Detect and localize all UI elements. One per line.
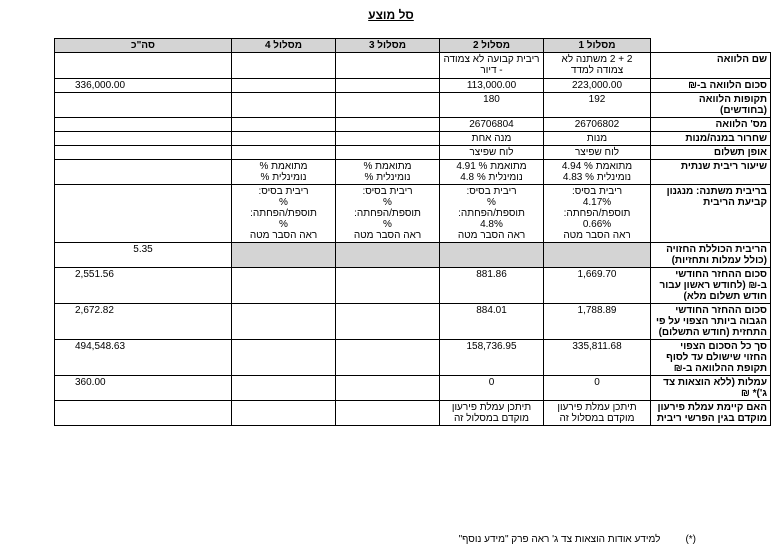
row-label-loan-name: שם הלוואה (651, 53, 771, 79)
row-label-total-repayment: סך כל הסכום הצפוי החזוי שישולם עד לסוף תקופת ההלוואה ב-₪ (651, 340, 771, 376)
table-header-row (55, 39, 771, 53)
table-row-annual-rate (55, 160, 771, 185)
loan-name-track-1: 2 + 2 משתנה לא צמודה למדד (544, 53, 651, 79)
total-rate-total: 5.35 (55, 243, 232, 268)
period-total (55, 93, 232, 118)
total-repayment-track-1: 335,811.68 (544, 340, 651, 376)
base-rate-label: ריבית בסיס: (466, 186, 517, 197)
table-row-release (55, 132, 771, 146)
row-label-fees: עמלות (ללא הוצאות צד ג')* ₪ (651, 376, 771, 401)
total-repayment-total: 494,548.63 (55, 340, 232, 376)
column-header-total: סה"כ (55, 39, 232, 53)
max-monthly-payment-total: 2,672.82 (55, 304, 232, 340)
variable-rate-track-4 (232, 185, 336, 243)
column-header-track-1: מסלול 1 (544, 39, 651, 53)
row-label-repayment-method: אופן תשלום (651, 146, 771, 160)
release-track-2: מנה אחת (440, 132, 544, 146)
repayment-method-track-1: לוח שפיצר (544, 146, 651, 160)
loan-name-track-3 (336, 53, 440, 79)
prepayment-fee-track-3 (336, 401, 440, 426)
footnote (459, 534, 696, 545)
margin-label: תוספת/הפחתה: (563, 208, 631, 219)
margin-value: % (279, 219, 288, 230)
table-row-max-monthly-payment (55, 304, 771, 340)
row-label-loan-number: מס' הלוואה (651, 118, 771, 132)
mortgage-offer-table (54, 38, 771, 426)
loan-number-total (55, 118, 232, 132)
margin-label: תוספת/הפחתה: (458, 208, 525, 219)
column-header-track-4: מסלול 4 (232, 39, 336, 53)
loan-amount-track-4 (232, 79, 336, 93)
nominal-rate: נומינלית % (364, 172, 411, 183)
row-label-variable-rate: בריבית משתנה: מנגנון קביעת הריבית (651, 185, 771, 243)
nominal-rate: נומינלית % 4.83 (562, 172, 632, 183)
variable-rate-track-2 (440, 185, 544, 243)
period-track-2: 180 (440, 93, 544, 118)
row-label-loan-amount: סכום הלוואה ב-₪ (651, 79, 771, 93)
table-row-total-rate (55, 243, 771, 268)
base-rate-label: ריבית בסיס: (362, 186, 413, 197)
table-row-fees (55, 376, 771, 401)
total-rate-track-1 (544, 243, 651, 268)
nominal-rate: נומינלית % 4.8 (460, 172, 523, 183)
loan-number-track-4 (232, 118, 336, 132)
page-title: סל מוצע (368, 8, 414, 22)
period-track-1: 192 (544, 93, 651, 118)
prepayment-fee-track-4 (232, 401, 336, 426)
base-rate-label: ריבית בסיס: (571, 186, 623, 197)
variable-rate-track-3 (336, 185, 440, 243)
release-track-4 (232, 132, 336, 146)
loan-amount-track-2: 113,000.00 (440, 79, 544, 93)
base-rate-value: % (487, 197, 496, 208)
table-row-loan-name (55, 53, 771, 79)
table-row-prepayment-fee (55, 401, 771, 426)
max-monthly-payment-track-2: 884.01 (440, 304, 544, 340)
monthly-payment-track-1: 1,669.70 (544, 268, 651, 304)
annual-rate-track-4 (232, 160, 336, 185)
annual-rate-track-3 (336, 160, 440, 185)
see-explanation: ראה הסבר מטה (249, 230, 318, 241)
annual-rate-total (55, 160, 232, 185)
table-row-variable-rate (55, 185, 771, 243)
header-corner (651, 39, 771, 53)
period-track-4 (232, 93, 336, 118)
adjusted-rate: מתואמת % 4.94 (561, 161, 633, 172)
total-rate-track-2 (440, 243, 544, 268)
loan-name-track-4 (232, 53, 336, 79)
column-header-track-2: מסלול 2 (440, 39, 544, 53)
margin-value: 4.8% (480, 219, 503, 230)
see-explanation: ראה הסבר מטה (457, 230, 526, 241)
monthly-payment-track-2: 881.86 (440, 268, 544, 304)
margin-value: 0.66% (582, 219, 612, 230)
variable-rate-track-1 (544, 185, 651, 243)
total-rate-track-3 (336, 243, 440, 268)
row-label-period: תקופות הלוואה (בחודשים) (651, 93, 771, 118)
prepayment-fee-total (55, 401, 232, 426)
monthly-payment-total: 2,551.56 (55, 268, 232, 304)
footnote-text: למידע אודות הוצאות צד ג' ראה פרק "מידע נוסף" (458, 534, 661, 545)
adjusted-rate: מתואמת % 4.91 (456, 161, 527, 172)
table-row-period (55, 93, 771, 118)
monthly-payment-track-4 (232, 268, 336, 304)
base-rate-value: % (383, 197, 392, 208)
variable-rate-total (55, 185, 232, 243)
table-row-loan-amount (55, 79, 771, 93)
loan-number-track-1: 26706802 (544, 118, 651, 132)
margin-label: תוספת/הפחתה: (250, 208, 317, 219)
table-row-total-repayment (55, 340, 771, 376)
prepayment-fee-track-2: תיתכן עמלת פירעון מוקדם במסלול זה (440, 401, 544, 426)
release-track-1: מנות (544, 132, 651, 146)
fees-track-3 (336, 376, 440, 401)
release-total (55, 132, 232, 146)
fees-total: 360.00 (55, 376, 232, 401)
fees-track-1: 0 (544, 376, 651, 401)
max-monthly-payment-track-1: 1,788.89 (544, 304, 651, 340)
total-repayment-track-3 (336, 340, 440, 376)
annual-rate-track-1 (544, 160, 651, 185)
row-label-monthly-payment: סכום ההחזר החודשי ב-₪ (לחודש ראשון עבור חודש תשלום מלא) (651, 268, 771, 304)
total-repayment-track-4 (232, 340, 336, 376)
base-rate-value: 4.17% (582, 197, 612, 208)
row-label-prepayment-fee: האם קיימת עמלת פירעון מוקדם בגין הפרשי ריבית (651, 401, 771, 426)
table-row-loan-number (55, 118, 771, 132)
total-repayment-track-2: 158,736.95 (440, 340, 544, 376)
footnote-mark: (*) (685, 534, 696, 545)
see-explanation: ראה הסבר מטה (563, 230, 631, 241)
period-track-3 (336, 93, 440, 118)
repayment-method-track-3 (336, 146, 440, 160)
column-header-track-3: מסלול 3 (336, 39, 440, 53)
row-label-total-rate: הריבית הכוללת החזויה (כולל עמלות ותחזיות) (651, 243, 771, 268)
table-row-monthly-payment (55, 268, 771, 304)
repayment-method-track-4 (232, 146, 336, 160)
total-rate-track-4 (232, 243, 336, 268)
loan-number-track-3 (336, 118, 440, 132)
loan-amount-total: 336,000.00 (55, 79, 232, 93)
release-track-3 (336, 132, 440, 146)
base-rate-value: % (279, 197, 288, 208)
row-label-release: שחרור במנה/מנות (651, 132, 771, 146)
loan-name-track-2: ריבית קבועה לא צמודה - דיור (440, 53, 544, 79)
monthly-payment-track-3 (336, 268, 440, 304)
fees-track-2: 0 (440, 376, 544, 401)
repayment-method-track-2: לוח שפיצר (440, 146, 544, 160)
loan-amount-track-3 (336, 79, 440, 93)
table-row-repayment-method (55, 146, 771, 160)
adjusted-rate: מתואמת % (259, 161, 308, 172)
margin-label: תוספת/הפחתה: (354, 208, 421, 219)
max-monthly-payment-track-3 (336, 304, 440, 340)
base-rate-label: ריבית בסיס: (258, 186, 309, 197)
margin-value: % (383, 219, 392, 230)
row-label-annual-rate: שיעור ריבית שנתית (651, 160, 771, 185)
row-label-max-monthly-payment: סכום ההחזר החודשי הגבוה ביותר הצפוי על פי התחזית (חודש התשלום) (651, 304, 771, 340)
max-monthly-payment-track-4 (232, 304, 336, 340)
prepayment-fee-track-1: תיתכן עמלת פירעון מוקדם במסלול זה (544, 401, 651, 426)
annual-rate-track-2 (440, 160, 544, 185)
fees-track-4 (232, 376, 336, 401)
loan-name-total (55, 53, 232, 79)
loan-amount-track-1: 223,000.00 (544, 79, 651, 93)
nominal-rate: נומינלית % (260, 172, 307, 183)
loan-number-track-2: 26706804 (440, 118, 544, 132)
see-explanation: ראה הסבר מטה (353, 230, 422, 241)
repayment-method-total (55, 146, 232, 160)
adjusted-rate: מתואמת % (363, 161, 412, 172)
